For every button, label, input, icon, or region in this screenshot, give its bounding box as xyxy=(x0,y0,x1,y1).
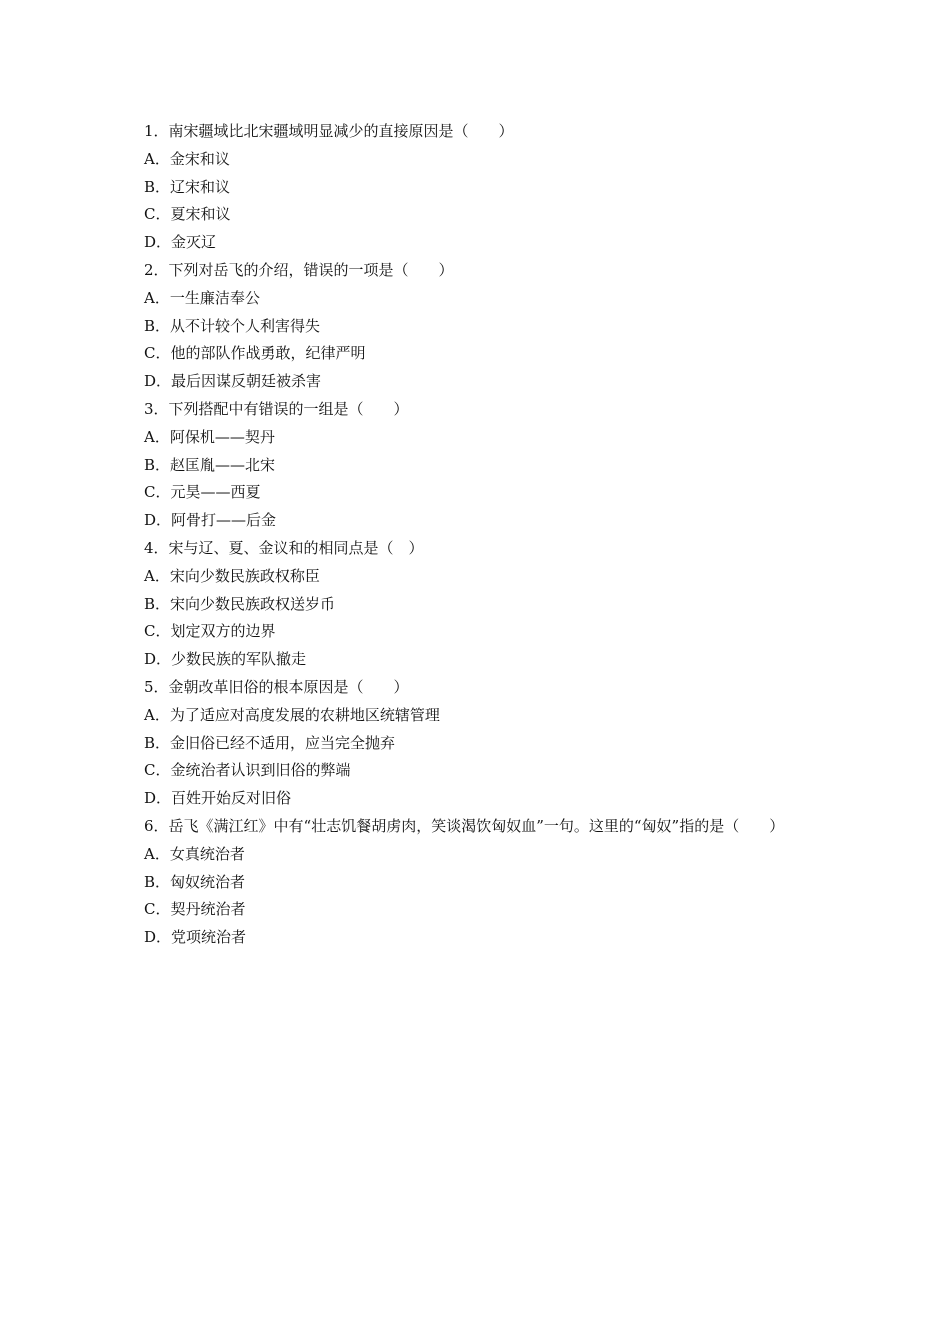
question-1-option-c: C．夏宋和议 xyxy=(144,205,231,224)
question-2-option-c: C．他的部队作战勇敢，纪律严明 xyxy=(144,344,366,363)
question-1-option-a: A．金宋和议 xyxy=(144,149,230,168)
question-6-option-c: C．契丹统治者 xyxy=(144,900,246,919)
question-4-option-c: C．划定双方的边界 xyxy=(144,622,276,641)
question-5-option-a: A．为了适应对高度发展的农耕地区统辖管理 xyxy=(144,705,440,724)
question-4-stem: 4．宋与辽、夏、金议和的相同点是（ ） xyxy=(144,538,424,557)
exam-document xyxy=(144,118,810,952)
question-1-option-d: D．金灭辽 xyxy=(144,233,217,252)
question-3-option-a: A．阿保机——契丹 xyxy=(144,427,275,446)
question-3-option-b: B．赵匡胤——北宋 xyxy=(144,455,276,474)
question-4-option-a: A．宋向少数民族政权称臣 xyxy=(144,566,320,585)
question-2-stem: 2．下列对岳飞的介绍，错误的一项是（ ） xyxy=(144,260,454,279)
question-5-option-c: C．金统治者认识到旧俗的弊端 xyxy=(144,761,351,780)
question-5-option-b: B．金旧俗已经不适用，应当完全抛弃 xyxy=(144,733,396,752)
question-2-option-d: D．最后因谋反朝廷被杀害 xyxy=(144,372,322,391)
question-3-option-c: C．元昊——西夏 xyxy=(144,483,261,502)
question-1-stem: 1．南宋疆域比北宋疆域明显减少的直接原因是（ ） xyxy=(144,122,514,140)
question-5-option-d: D．百姓开始反对旧俗 xyxy=(144,789,292,808)
question-6-stem xyxy=(144,813,810,841)
question-1-option-b: B．辽宋和议 xyxy=(144,177,231,196)
question-2-option-a: A．一生廉洁奉公 xyxy=(144,288,260,307)
question-6-stem-text: 6．岳飞《满江红》中有“壮志饥餐胡虏肉，笑谈渴饮匈奴血”一句。这里的“匈奴”指的是（ ） xyxy=(144,816,785,835)
question-3-stem: 3．下列搭配中有错误的一组是（ ） xyxy=(144,399,409,418)
question-6-option-d: D．党项统治者 xyxy=(144,928,247,947)
question-4-option-b: B．宋向少数民族政权送岁币 xyxy=(144,594,336,613)
question-3-option-d: D．阿骨打——后金 xyxy=(144,511,277,530)
question-6-option-a: A．女真统治者 xyxy=(144,844,245,863)
question-4-option-d: D．少数民族的军队撤走 xyxy=(144,650,307,669)
question-5-stem: 5．金朝改革旧俗的根本原因是（ ） xyxy=(144,677,409,696)
question-2-option-b: B．从不计较个人利害得失 xyxy=(144,316,321,335)
question-6-option-b: B．匈奴统治者 xyxy=(144,872,246,891)
